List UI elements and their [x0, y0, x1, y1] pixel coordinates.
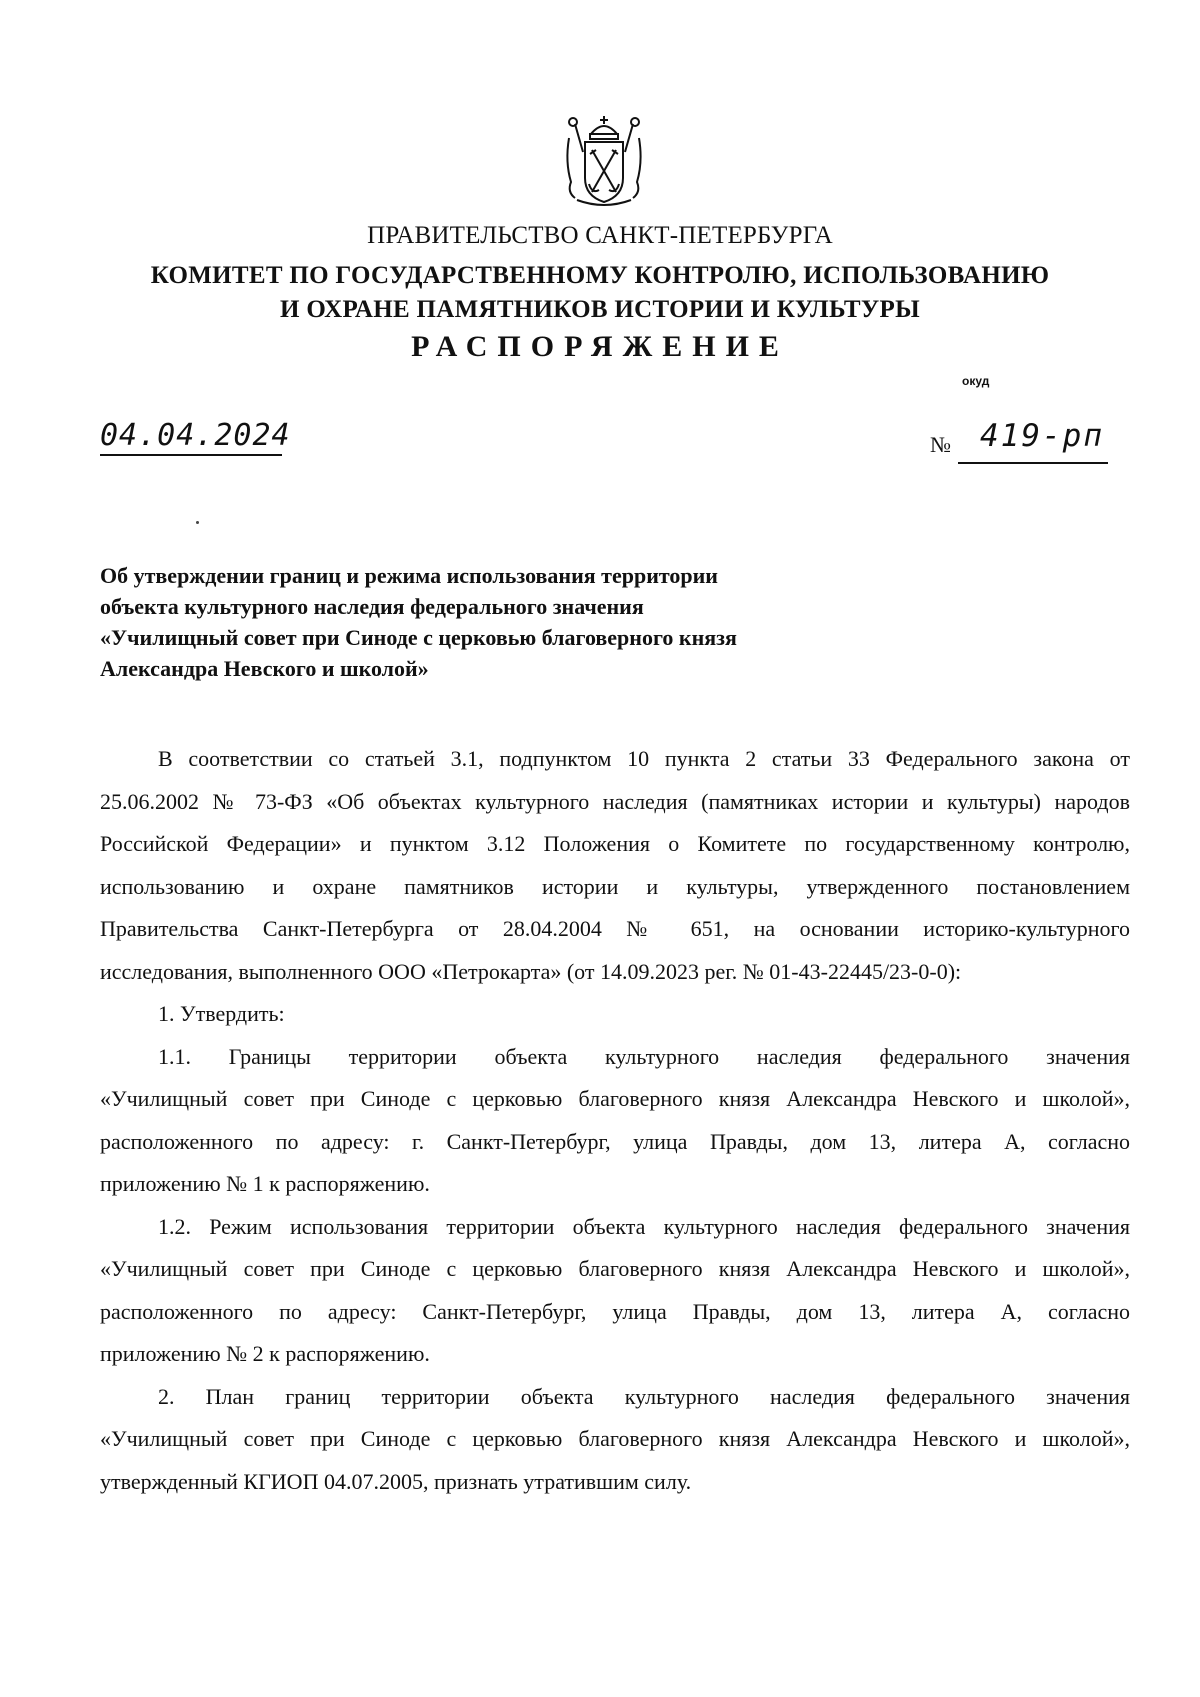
body-line: использованию и охране памятников истории и культуры, утвержденного постановлением — [100, 873, 1130, 899]
body-line: приложению № 1 к распоряжению. — [100, 1171, 430, 1196]
subject-line: Александра Невского и школой» — [100, 656, 429, 681]
body-line: 1.1. Границы территории объекта культурного наследия федерального значения — [158, 1043, 1130, 1069]
document-subject — [100, 560, 860, 684]
government-title: ПРАВИТЕЛЬСТВО САНКТ-ПЕТЕРБУРГА — [367, 222, 833, 249]
body-line: исследования, выполненного ООО «Петрокарта» (от 14.09.2023 рег. № 01-43-22445/23-0-0): — [100, 958, 962, 984]
body-line: 1. Утвердить: — [158, 1001, 285, 1026]
scan-speck — [196, 521, 199, 524]
body-line: «Училищный совет при Синоде с церковью благоверного князя Александра Невского и школой», — [100, 1426, 1130, 1451]
body-line: Правительства Санкт-Петербурга от 28.04.2004 № 651, на основании историко-культурного — [100, 916, 1130, 941]
subject-line: Об утверждении границ и режима использования территории — [100, 563, 718, 588]
committee-title-line-2: И ОХРАНЕ ПАМЯТНИКОВ ИСТОРИИ И КУЛЬТУРЫ — [280, 296, 920, 323]
body-line: «Училищный совет при Синоде с церковью благоверного князя Александра Невского и школой», — [100, 1086, 1130, 1111]
number-underline — [958, 462, 1108, 464]
body-line: Российской Федерации» и пунктом 3.12 Положения о Комитете по государственному контролю, — [100, 831, 1130, 856]
coat-of-arms-icon — [563, 112, 645, 210]
document-date: 04.04.2024 — [100, 418, 291, 453]
body-line: приложению № 2 к распоряжению. — [100, 1341, 430, 1366]
date-underline — [100, 454, 282, 456]
body-line: В соответствии со статьей 3.1, подпунктом 10 пункта 2 статьи 33 Федерального закона от — [158, 746, 1130, 771]
body-line: 2. План границ территории объекта культурного наследия федерального значения — [158, 1383, 1130, 1409]
body-line: расположенного по адресу: г. Санкт-Петербург, улица Правды, дом 13, литера А, согласно — [100, 1128, 1130, 1154]
document-type: РАСПОРЯЖЕНИЕ — [411, 330, 789, 363]
paragraph-legal-basis — [100, 738, 1130, 993]
committee-title-line-1: КОМИТЕТ ПО ГОСУДАРСТВЕННОМУ КОНТРОЛЮ, ИСПОЛЬЗОВАНИЮ — [150, 262, 1050, 289]
number-sign: № — [930, 432, 951, 457]
document-body — [100, 738, 1130, 1503]
paragraph-item-1-2 — [100, 1206, 1130, 1376]
body-line: утвержденный КГИОП 04.07.2005, признать утратившим силу. — [100, 1468, 692, 1494]
paragraph-item-1-1 — [100, 1036, 1130, 1206]
subject-line: «Училищный совет при Синоде с церковью благоверного князя — [100, 625, 737, 650]
body-line: 1.2. Режим использования территории объекта культурного наследия федерального значения — [158, 1213, 1130, 1239]
paragraph-item-2 — [100, 1376, 1130, 1504]
paragraph-item-1 — [100, 993, 1130, 1036]
body-line: расположенного по адресу: Санкт-Петербург, улица Правды, дом 13, литера А, согласно — [100, 1298, 1130, 1324]
document-number: 419-рп — [980, 418, 1104, 454]
okud-label: окуд — [962, 374, 990, 388]
subject-line: объекта культурного наследия федерального значения — [100, 594, 644, 619]
body-line: «Училищный совет при Синоде с церковью благоверного князя Александра Невского и школой», — [100, 1256, 1130, 1281]
body-line: 25.06.2002 № 73-ФЗ «Об объектах культурного наследия (памятниках истории и культуры) народов — [100, 788, 1130, 814]
